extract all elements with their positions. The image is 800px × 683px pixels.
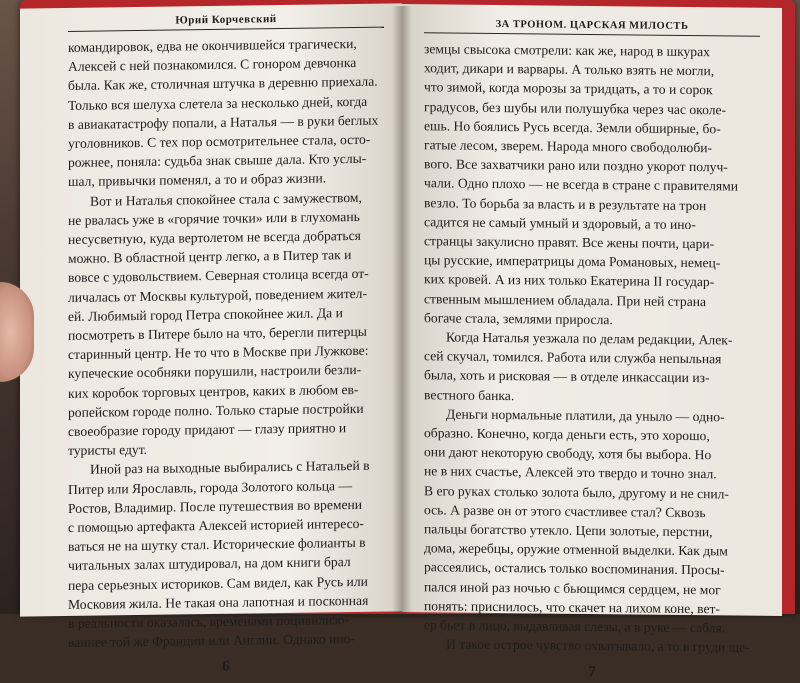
text-line: Московия жила. Не такая она лапотная и посконная <box>68 592 369 612</box>
text-line: не в них счастье, Алексей это твердо и точно знал. <box>424 463 717 482</box>
text-line: не рвалась уже в «горячие точки» или в глухомань <box>68 208 360 228</box>
left-page-header: Юрий Корчевский <box>68 12 384 32</box>
right-page-number: 7 <box>588 663 596 680</box>
text-line: личалась от Москвы культурой, поведением жител- <box>68 285 367 305</box>
text-line: старинный центр. Не то что в Москве при Лужкове: <box>68 343 369 363</box>
text-line: вовсе с удовольствием. Северная столица всегда от- <box>68 266 369 286</box>
text-line: пальцы богатство утекло. Цепи золотые, перстни, <box>424 521 713 540</box>
text-line: в реальности оказалась, временами поцивилизо- <box>68 612 350 632</box>
text-line: в авиакатастрофу попали, а Наталья — в руки беглых <box>68 112 379 132</box>
text-line: несусветную, куда вертолетом не всегда добраться <box>68 227 361 248</box>
text-line: ких кровей. А из них только Екатерина II государ- <box>424 271 715 290</box>
text-line: туристы едут. <box>68 442 148 459</box>
text-line: Только вся шелуха слетела за несколько дней, когда <box>68 93 368 113</box>
text-line: чали. Одно плохо — не всегда в стране с правителями <box>424 175 738 194</box>
text-line: ропейском городе полно. Только старые постройки <box>68 400 364 420</box>
text-line: Когда Наталья уезжала по делам редакции, Алек- <box>446 329 733 348</box>
text-line: командировок, едва не окончившейся трагически, <box>68 35 357 55</box>
text-line: Питер или Ярославль, города Золотого кольца — <box>68 477 353 497</box>
text-line: купеческие особняки порушили, настроили безли- <box>68 362 362 382</box>
text-line: понять: приснилось, что скачет на лихом коне, вет- <box>424 598 720 617</box>
text-line: садится не самый умный и здоровый, а то ино- <box>424 214 696 232</box>
text-line: цы русские, императрицы дома Романовых, немец- <box>424 252 721 271</box>
text-line: шал, привычки поменял, а то и образ жизни. <box>68 170 327 190</box>
right-page-header: ЗА ТРОНОМ. ЦАРСКАЯ МИЛОСТЬ <box>424 18 760 37</box>
text-line: пера серьезных историков. Сам видел, как Русь или <box>68 573 368 593</box>
left-page <box>20 3 402 675</box>
text-line: ких коробок торговых центров, каких в любом ев- <box>68 381 359 401</box>
text-line: вого. Все захватчики рано или поздно укорот получ- <box>424 156 728 175</box>
book-gutter <box>392 6 412 614</box>
text-line: ваннее той же Франции или Англии. Однако ино- <box>68 631 355 651</box>
right-page <box>402 4 782 680</box>
text-line: Вот и Наталья спокойнее стала с замужеством, <box>90 189 362 209</box>
text-line: ходит, дикари и варвары. А только взять не могли, <box>424 60 715 79</box>
text-line: И такое острое чувство охватывало, а то в груди ще- <box>446 636 750 655</box>
text-line: Иной раз на выходные выбирались с Натальей в <box>90 458 370 478</box>
text-line: Деньги нормальные платили, да уныло — одно- <box>446 406 725 425</box>
text-line: читальных залах штудировал, на дом книги брал <box>68 554 351 574</box>
text-line: ственным мышлением обладала. При ней страна <box>424 290 707 309</box>
text-line: была, хоть и рисковая — в отделе инкассации из- <box>424 367 710 386</box>
text-line: везло. То борьба за власть и в результате на трон <box>424 194 707 213</box>
text-line: ер бьет в лицо, выдавливая слезы, а в руке — сабля. <box>424 617 726 636</box>
text-line: была. Как же, столичная штучка в деревню приехала. <box>68 74 378 94</box>
text-line: гатые лесом, зверем. Народа много свободолюби- <box>424 137 713 156</box>
text-line: ось. А разве он от этого счастливее стал? Сквозь <box>424 502 706 521</box>
text-line: богаче стала, землями приросла. <box>424 310 613 328</box>
text-line: рассеялись, остались только воспоминания. Просы- <box>424 559 725 578</box>
text-line: Ростов, Владимир. После путешествия во времени <box>68 496 363 516</box>
text-line: градусов, без шубы или полушубка через час околе- <box>424 98 727 118</box>
right-page-text <box>424 39 760 657</box>
text-line: ешь. Но боялись Русь всегда. Земли обширные, бо- <box>424 118 721 137</box>
text-line: земцы свысока смотрели: как же, народ в шкурах <box>424 41 710 60</box>
text-line: рожнее, поняла: судьба знак свыше дала. Кто услы- <box>68 151 367 171</box>
left-page-number: 6 <box>222 658 230 675</box>
text-line: пался иной раз ночью с бьющимся сердцем, не мог <box>424 578 721 598</box>
text-line: В его руках столько золота было, другому и не снил- <box>424 482 729 502</box>
text-line: вестного банка. <box>424 386 515 403</box>
text-line: посмотреть в Питере было на что, берегли питерцы <box>68 323 367 344</box>
text-line: можно. В областной центр легко, а в Питер так и <box>68 247 352 267</box>
text-line: ваться не на шутку стал. Исторические фолианты в <box>68 535 366 555</box>
text-line: дома, жеребцы, оружие отменной выделки. Как дым <box>424 540 728 559</box>
text-line: своеобразие городу придают — глазу приятно и <box>68 420 347 440</box>
text-line: Алексей с ней познакомился. С гонором девчонка <box>68 55 357 75</box>
text-line: что зимой, когда морозы за тридцать, а то и сорок <box>424 79 713 98</box>
text-line: странцы закулисно правят. Все жены почти, цари- <box>424 233 715 252</box>
text-line: сей скучал, томился. Работа или служба непыльная <box>424 348 722 367</box>
text-line: уголовников. С тех пор осмотрительнее стала, осто- <box>68 131 371 152</box>
text-line: ей. Любимый город Петра спокойнее жил. Да и <box>68 305 343 324</box>
text-line: они дают некоторую свободу, хотя бы выбора. Но <box>424 444 712 463</box>
text-line: образно. Конечно, когда деньги есть, это хорошо, <box>424 425 710 444</box>
text-line: с помощью артефакта Алексей историей интересо- <box>68 515 364 536</box>
left-page-text <box>68 34 384 653</box>
